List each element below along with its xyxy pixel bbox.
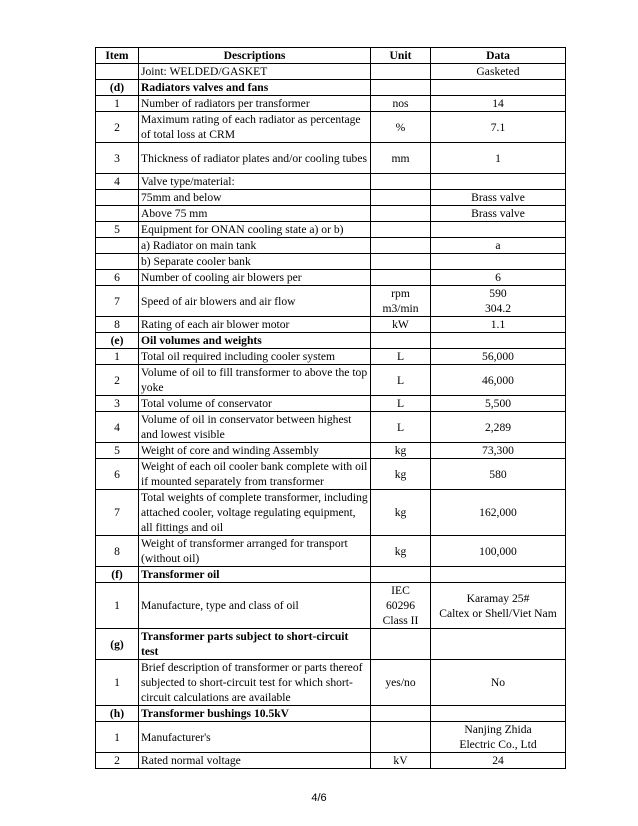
item-cell (96, 238, 139, 254)
description-cell: Total volume of conservator (139, 396, 371, 412)
unit-cell: kW (371, 317, 431, 333)
table-row (96, 753, 566, 769)
unit-cell (371, 222, 431, 238)
unit-cell (371, 333, 431, 349)
data-cell: 6 (431, 270, 566, 286)
unit-cell: rpm m3/min (371, 286, 431, 317)
description-cell: b) Separate cooler bank (139, 254, 371, 270)
item-cell: 6 (96, 270, 139, 286)
unit-cell (371, 567, 431, 583)
unit-cell: kg (371, 536, 431, 567)
description-cell: 75mm and below (139, 190, 371, 206)
description-cell: Number of cooling air blowers per (139, 270, 371, 286)
header-data: Data (431, 48, 566, 64)
table-row (96, 412, 566, 443)
unit-cell: L (371, 349, 431, 365)
description-cell: Transformer bushings 10.5kV (139, 706, 371, 722)
table-row (96, 706, 566, 722)
item-cell: 1 (96, 349, 139, 365)
data-cell: 56,000 (431, 349, 566, 365)
table-row (96, 396, 566, 412)
unit-cell (371, 706, 431, 722)
data-cell: 100,000 (431, 536, 566, 567)
unit-cell (371, 206, 431, 222)
unit-cell: % (371, 112, 431, 143)
data-cell: 5,500 (431, 396, 566, 412)
item-cell: 5 (96, 443, 139, 459)
description-cell: Manufacture, type and class of oil (139, 583, 371, 629)
unit-cell (371, 64, 431, 80)
data-cell (431, 222, 566, 238)
description-cell: Manufacturer's (139, 722, 371, 753)
item-cell: 6 (96, 459, 139, 490)
item-cell: 3 (96, 143, 139, 174)
description-cell: Total oil required including cooler system (139, 349, 371, 365)
data-cell (431, 174, 566, 190)
item-cell: 7 (96, 490, 139, 536)
table-header (96, 48, 566, 64)
data-cell: 2,289 (431, 412, 566, 443)
item-cell: 8 (96, 536, 139, 567)
table-row (96, 96, 566, 112)
data-cell: Gasketed (431, 64, 566, 80)
data-cell: a (431, 238, 566, 254)
data-cell (431, 706, 566, 722)
table-row (96, 660, 566, 706)
header-descriptions: Descriptions (139, 48, 371, 64)
table-row (96, 317, 566, 333)
item-cell: 4 (96, 412, 139, 443)
unit-cell (371, 722, 431, 753)
data-cell (431, 333, 566, 349)
item-cell (96, 64, 139, 80)
item-cell: 2 (96, 365, 139, 396)
description-cell: Above 75 mm (139, 206, 371, 222)
description-cell: Weight of transformer arranged for transport (without oil) (139, 536, 371, 567)
item-cell: 1 (96, 722, 139, 753)
unit-cell (371, 80, 431, 96)
item-cell (96, 254, 139, 270)
unit-cell: L (371, 412, 431, 443)
table-row (96, 490, 566, 536)
item-cell: (d) (96, 80, 139, 96)
description-cell: Number of radiators per transformer (139, 96, 371, 112)
data-cell: 46,000 (431, 365, 566, 396)
item-cell: 2 (96, 112, 139, 143)
item-cell (96, 206, 139, 222)
description-cell: Total weights of complete transformer, including attached cooler, voltage regulating equipment, all fittings and oil (139, 490, 371, 536)
unit-cell: kg (371, 459, 431, 490)
data-cell (431, 629, 566, 660)
unit-cell (371, 270, 431, 286)
specification-table (95, 47, 566, 769)
data-cell: 590 304.2 (431, 286, 566, 317)
table-row (96, 536, 566, 567)
description-cell: Maximum rating of each radiator as percentage of total loss at CRM (139, 112, 371, 143)
data-cell (431, 254, 566, 270)
item-cell: 8 (96, 317, 139, 333)
description-cell: Valve type/material: (139, 174, 371, 190)
data-cell: 1 (431, 143, 566, 174)
unit-cell (371, 254, 431, 270)
description-cell: Speed of air blowers and air flow (139, 286, 371, 317)
description-cell: a) Radiator on main tank (139, 238, 371, 254)
data-cell: Brass valve (431, 206, 566, 222)
table-row (96, 583, 566, 629)
data-cell: 1.1 (431, 317, 566, 333)
table-row (96, 112, 566, 143)
data-cell: 162,000 (431, 490, 566, 536)
description-cell: Transformer oil (139, 567, 371, 583)
header-item: Item (96, 48, 139, 64)
description-cell: Volume of oil to fill transformer to above the top yoke (139, 365, 371, 396)
unit-cell (371, 174, 431, 190)
table-row (96, 286, 566, 317)
unit-cell: L (371, 365, 431, 396)
data-cell: Nanjing Zhida Electric Co., Ltd (431, 722, 566, 753)
page-number: 4/6 (311, 792, 327, 804)
item-cell: 7 (96, 286, 139, 317)
description-cell: Radiators valves and fans (139, 80, 371, 96)
table-row (96, 238, 566, 254)
header-unit: Unit (371, 48, 431, 64)
description-cell: Rated normal voltage (139, 753, 371, 769)
description-cell: Weight of each oil cooler bank complete with oil if mounted separately from transformer (139, 459, 371, 490)
data-cell: 73,300 (431, 443, 566, 459)
table-row (96, 722, 566, 753)
table-row (96, 365, 566, 396)
item-cell: 1 (96, 96, 139, 112)
data-cell: 24 (431, 753, 566, 769)
item-cell: 5 (96, 222, 139, 238)
data-cell: 14 (431, 96, 566, 112)
unit-cell: kV (371, 753, 431, 769)
data-cell: 7.1 (431, 112, 566, 143)
data-cell: 580 (431, 459, 566, 490)
unit-cell: nos (371, 96, 431, 112)
item-cell: (h) (96, 706, 139, 722)
table-row (96, 143, 566, 174)
description-cell: Weight of core and winding Assembly (139, 443, 371, 459)
item-cell: 1 (96, 583, 139, 629)
description-cell: Rating of each air blower motor (139, 317, 371, 333)
table-row (96, 222, 566, 238)
description-cell: Brief description of transformer or parts thereof subjected to short-circuit test for which short-circuit calculations are available (139, 660, 371, 706)
description-cell: Thickness of radiator plates and/or cooling tubes (139, 143, 371, 174)
item-cell: 3 (96, 396, 139, 412)
item-cell (96, 190, 139, 206)
table-row (96, 567, 566, 583)
item-cell: 1 (96, 660, 139, 706)
table-row (96, 270, 566, 286)
unit-cell: mm (371, 143, 431, 174)
unit-cell: kg (371, 443, 431, 459)
item-cell: (g) (96, 629, 139, 660)
table-row (96, 80, 566, 96)
table-row (96, 206, 566, 222)
description-cell: Oil volumes and weights (139, 333, 371, 349)
table-row (96, 459, 566, 490)
data-cell: No (431, 660, 566, 706)
unit-cell: IEC 60296 Class II (371, 583, 431, 629)
description-cell: Joint: WELDED/GASKET (139, 64, 371, 80)
description-cell: Equipment for ONAN cooling state a) or b) (139, 222, 371, 238)
data-cell: Karamay 25# Caltex or Shell/Viet Nam (431, 583, 566, 629)
unit-cell (371, 238, 431, 254)
unit-cell: L (371, 396, 431, 412)
unit-cell (371, 629, 431, 660)
unit-cell (371, 190, 431, 206)
data-cell (431, 80, 566, 96)
table-row (96, 64, 566, 80)
table-row (96, 349, 566, 365)
table-row (96, 190, 566, 206)
table-row (96, 333, 566, 349)
description-cell: Transformer parts subject to short-circuit test (139, 629, 371, 660)
table-body (96, 64, 566, 769)
item-cell: 4 (96, 174, 139, 190)
table-row (96, 629, 566, 660)
item-cell: (f) (96, 567, 139, 583)
item-cell: (e) (96, 333, 139, 349)
table-row (96, 443, 566, 459)
table-row (96, 254, 566, 270)
data-cell (431, 567, 566, 583)
description-cell: Volume of oil in conservator between highest and lowest visible (139, 412, 371, 443)
item-cell: 2 (96, 753, 139, 769)
table-row (96, 174, 566, 190)
unit-cell: yes/no (371, 660, 431, 706)
data-cell: Brass valve (431, 190, 566, 206)
unit-cell: kg (371, 490, 431, 536)
